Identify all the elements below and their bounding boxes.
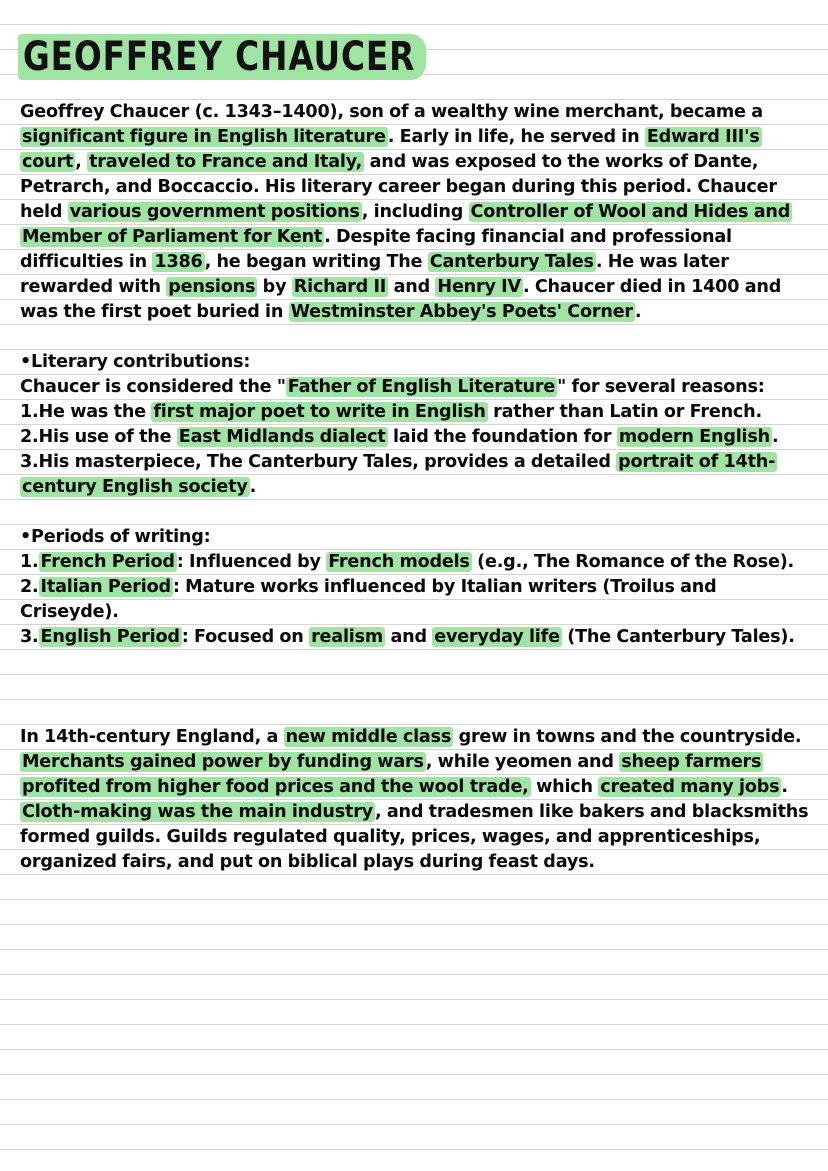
text-span: . Despite facing financial and professional difficulties in [20,227,732,272]
text-span: , [75,152,88,172]
intro-paragraph [20,100,810,325]
text-span: laid the foundation for [387,427,617,447]
literary-item-3 [20,450,810,500]
page-title [18,32,427,82]
text-span: , including [361,202,469,222]
blank-line [20,650,810,675]
highlight-span: Canterbury Tales [429,252,594,272]
text-span: 1.He was the [20,402,152,422]
text-span: 1. [20,552,39,572]
highlight-span: Westminster Abbey's Poets' Corner [290,302,633,322]
text-span: . Chaucer died in 1400 and was the first poet buried in [20,277,782,322]
blank-line [20,675,810,700]
highlight-span: pensions [168,277,256,297]
text-span: which [530,777,599,797]
highlight-span: new middle class [285,727,452,747]
blank-line [20,700,810,725]
blank-line [20,500,810,525]
text-span: . [249,477,257,497]
text-span: : Influenced by [176,552,327,572]
text-span: (e.g., The Romance of the Rose). [471,552,795,572]
text-span: : Mature works influenced by Italian writers (Troilus and Criseyde). [20,577,717,622]
highlight-span: Merchants gained power by funding wars [22,752,424,772]
text-span: by [257,277,292,297]
highlight-span: French models [328,552,470,572]
literary-item-1 [20,400,810,425]
text-span: . [634,302,642,322]
highlight-span: everyday life [434,627,560,647]
text-span: . Early in life, he served in [387,127,645,147]
text-span: : Focused on [181,627,310,647]
text-span: , and tradesmen like bakers and blacksmiths formed guilds. Guilds regulated quality, prices, wages, and apprenticeships, organized fairs, and put on biblical plays during feast days. [20,802,809,872]
highlight-span: Italian Period [40,577,171,597]
literary-lead [20,375,810,400]
text-span: Chaucer is considered the " [20,377,286,397]
text-span: and [385,627,433,647]
highlight-span: realism [311,627,384,647]
highlight-span: traveled to France and Italy, [89,152,363,172]
title-highlight: GEOFFREY CHAUCER [18,34,427,80]
text-span: . [781,777,788,797]
highlight-span: English Period [40,627,180,647]
text-span: 3.His masterpiece, The Canterbury Tales, provides a detailed [20,452,617,472]
highlight-span: Cloth-making was the main industry [22,802,373,822]
period-item-3 [20,625,810,650]
highlight-span: Edward III's court [22,127,760,172]
highlight-span: portrait of 14th-century English society [22,452,776,497]
highlight-span: created many jobs [600,777,780,797]
period-item-1 [20,550,810,575]
text-span: grew in towns and the countryside. [453,727,802,747]
text-span: (The Canterbury Tales). [561,627,795,647]
blank-line [20,325,810,350]
highlight-span: Richard II [293,277,387,297]
literary-item-2 [20,425,810,450]
text-span: " for several reasons: [557,377,765,397]
highlight-span: sheep farmers profited from higher food prices and the wool trade, [22,752,762,797]
text-span: and [388,277,436,297]
notes-body [20,100,810,875]
periods-heading: •Periods of writing: [20,527,211,547]
highlight-span: Father of English Literature [287,377,556,397]
highlight-span: various government positions [69,202,360,222]
highlight-span: East Midlands dialect [178,427,386,447]
text-span: and was exposed to the works of Dante, Petrarch, and Boccaccio. His literary career began during this period. Chaucer held [20,152,777,222]
highlight-span: French Period [40,552,175,572]
highlight-span: first major poet to write in English [153,402,486,422]
text-span: rather than Latin or French. [487,402,762,422]
highlight-span: significant figure in English literature [22,127,386,147]
society-paragraph [20,725,810,875]
literary-heading: •Literary contributions: [20,352,251,372]
period-item-2 [20,575,810,625]
text-span: 2.His use of the [20,427,177,447]
text-span: , while yeomen and [425,752,620,772]
text-span: 3. [20,627,39,647]
text-span: Geoffrey Chaucer (c. 1343–1400), son of a wealthy wine merchant, became a [20,102,763,122]
text-span: 2. [20,577,39,597]
highlight-span: 1386 [154,252,203,272]
text-span: . [771,427,779,447]
highlight-span: Controller of Wool and Hides and Member of Parliament for Kent [22,202,791,247]
highlight-span: modern English [618,427,770,447]
text-span: , he began writing The [204,252,428,272]
text-span: . He was later rewarded with [20,252,729,297]
text-span: In 14th-century England, a [20,727,284,747]
highlight-span: Henry IV [437,277,521,297]
